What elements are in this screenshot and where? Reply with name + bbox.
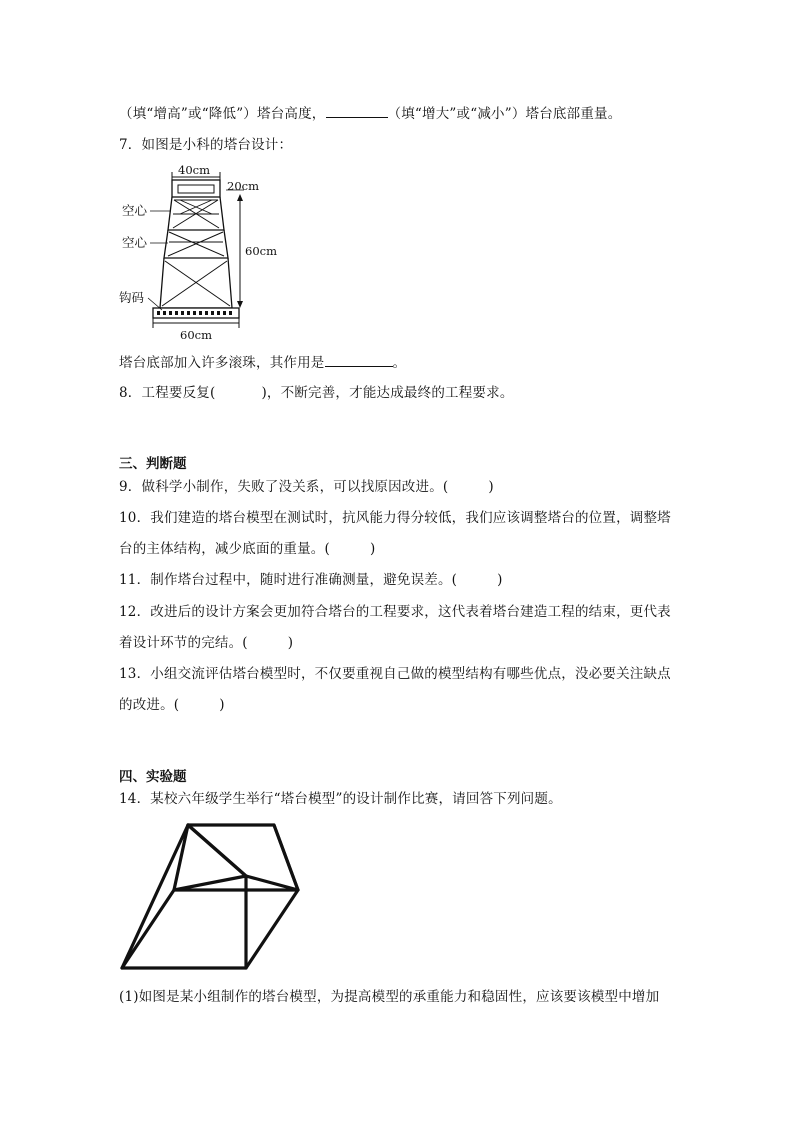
q7-question-end: 。 [392,355,407,371]
frustum-tower-model-figure [116,818,306,974]
q7-question-text: 塔台底部加入许多滚珠，其作用是 [119,355,325,371]
q12-line2: 着设计环节的完结。( ) [119,635,294,651]
model-top-outline [188,825,298,890]
section-3-title: 三、判断题 [119,456,187,472]
top-width-label: 40cm [178,163,210,177]
q9-text: 9．做科学小制作，失败了没关系，可以找原因改进。( [119,479,449,495]
q10-line1: 10．我们建造的塔台模型在测试时，抗风能力得分较低，我们应该调整塔台的位置，调整塔 [119,510,671,526]
hollow-label-2: 空心 [122,235,148,250]
q6-answer-blank[interactable] [326,103,388,118]
q8-text-a: 8．工程要反复( [119,385,216,401]
q7-stem: 7．如图是小科的塔台设计： [119,137,293,153]
q6-part1: （填“增高”或“降低”）塔台高度， [119,106,326,122]
q14-stem: 14．某校六年级学生举行“塔台模型”的设计制作比赛，请回答下列问题。 [119,791,562,807]
tower-design-figure [116,158,286,343]
q7-question [119,352,406,373]
q12-line1: 12．改进后的设计方案会更加符合塔台的工程要求，这代表着塔台建造工程的结束，更代表 [119,604,671,620]
weight-label: 钩码 [119,290,145,305]
q6-part2: （填“增大”或“减小”）塔台底部重量。 [387,106,622,122]
q11-text: 11．制作塔台过程中，随时进行准确测量，避免误差。( [119,572,458,588]
q8-line [119,383,514,403]
q13-line1: 13．小组交流评估塔台模型时，不仅要重视自己做的模型结构有哪些优点，没必要关注缺点 [119,666,671,682]
q10-line2: 台的主体结构，减少底面的重量。( ) [119,541,376,557]
bottom-width-label: 60cm [180,328,212,342]
q12-text: 着设计环节的完结。( [119,635,248,651]
q8-text-b: )，不断完善，才能达成最终的工程要求。 [261,385,514,401]
total-height-label: 60cm [245,244,277,258]
q13-line2: 的改进。( ) [119,697,225,713]
model-base-face [122,890,298,968]
q13-text: 的改进。( [119,697,180,713]
section-4-title: 四、实验题 [119,769,187,785]
top-height-label: 20cm [227,179,259,193]
q14-sub1: (1)如图是某小组制作的塔台模型，为提高模型的承重能力和稳固性，应该要该模型中增加 [119,989,660,1005]
q7-answer-blank[interactable] [325,352,393,367]
q10-text: 台的主体结构，减少底面的重量。( [119,541,330,557]
q9-line: 9．做科学小制作，失败了没关系，可以找原因改进。( ) [119,479,494,495]
q11-line: 11．制作塔台过程中，随时进行准确测量，避免误差。( ) [119,572,503,588]
hollow-label-1: 空心 [122,203,148,218]
q6-tail-line [119,103,621,124]
